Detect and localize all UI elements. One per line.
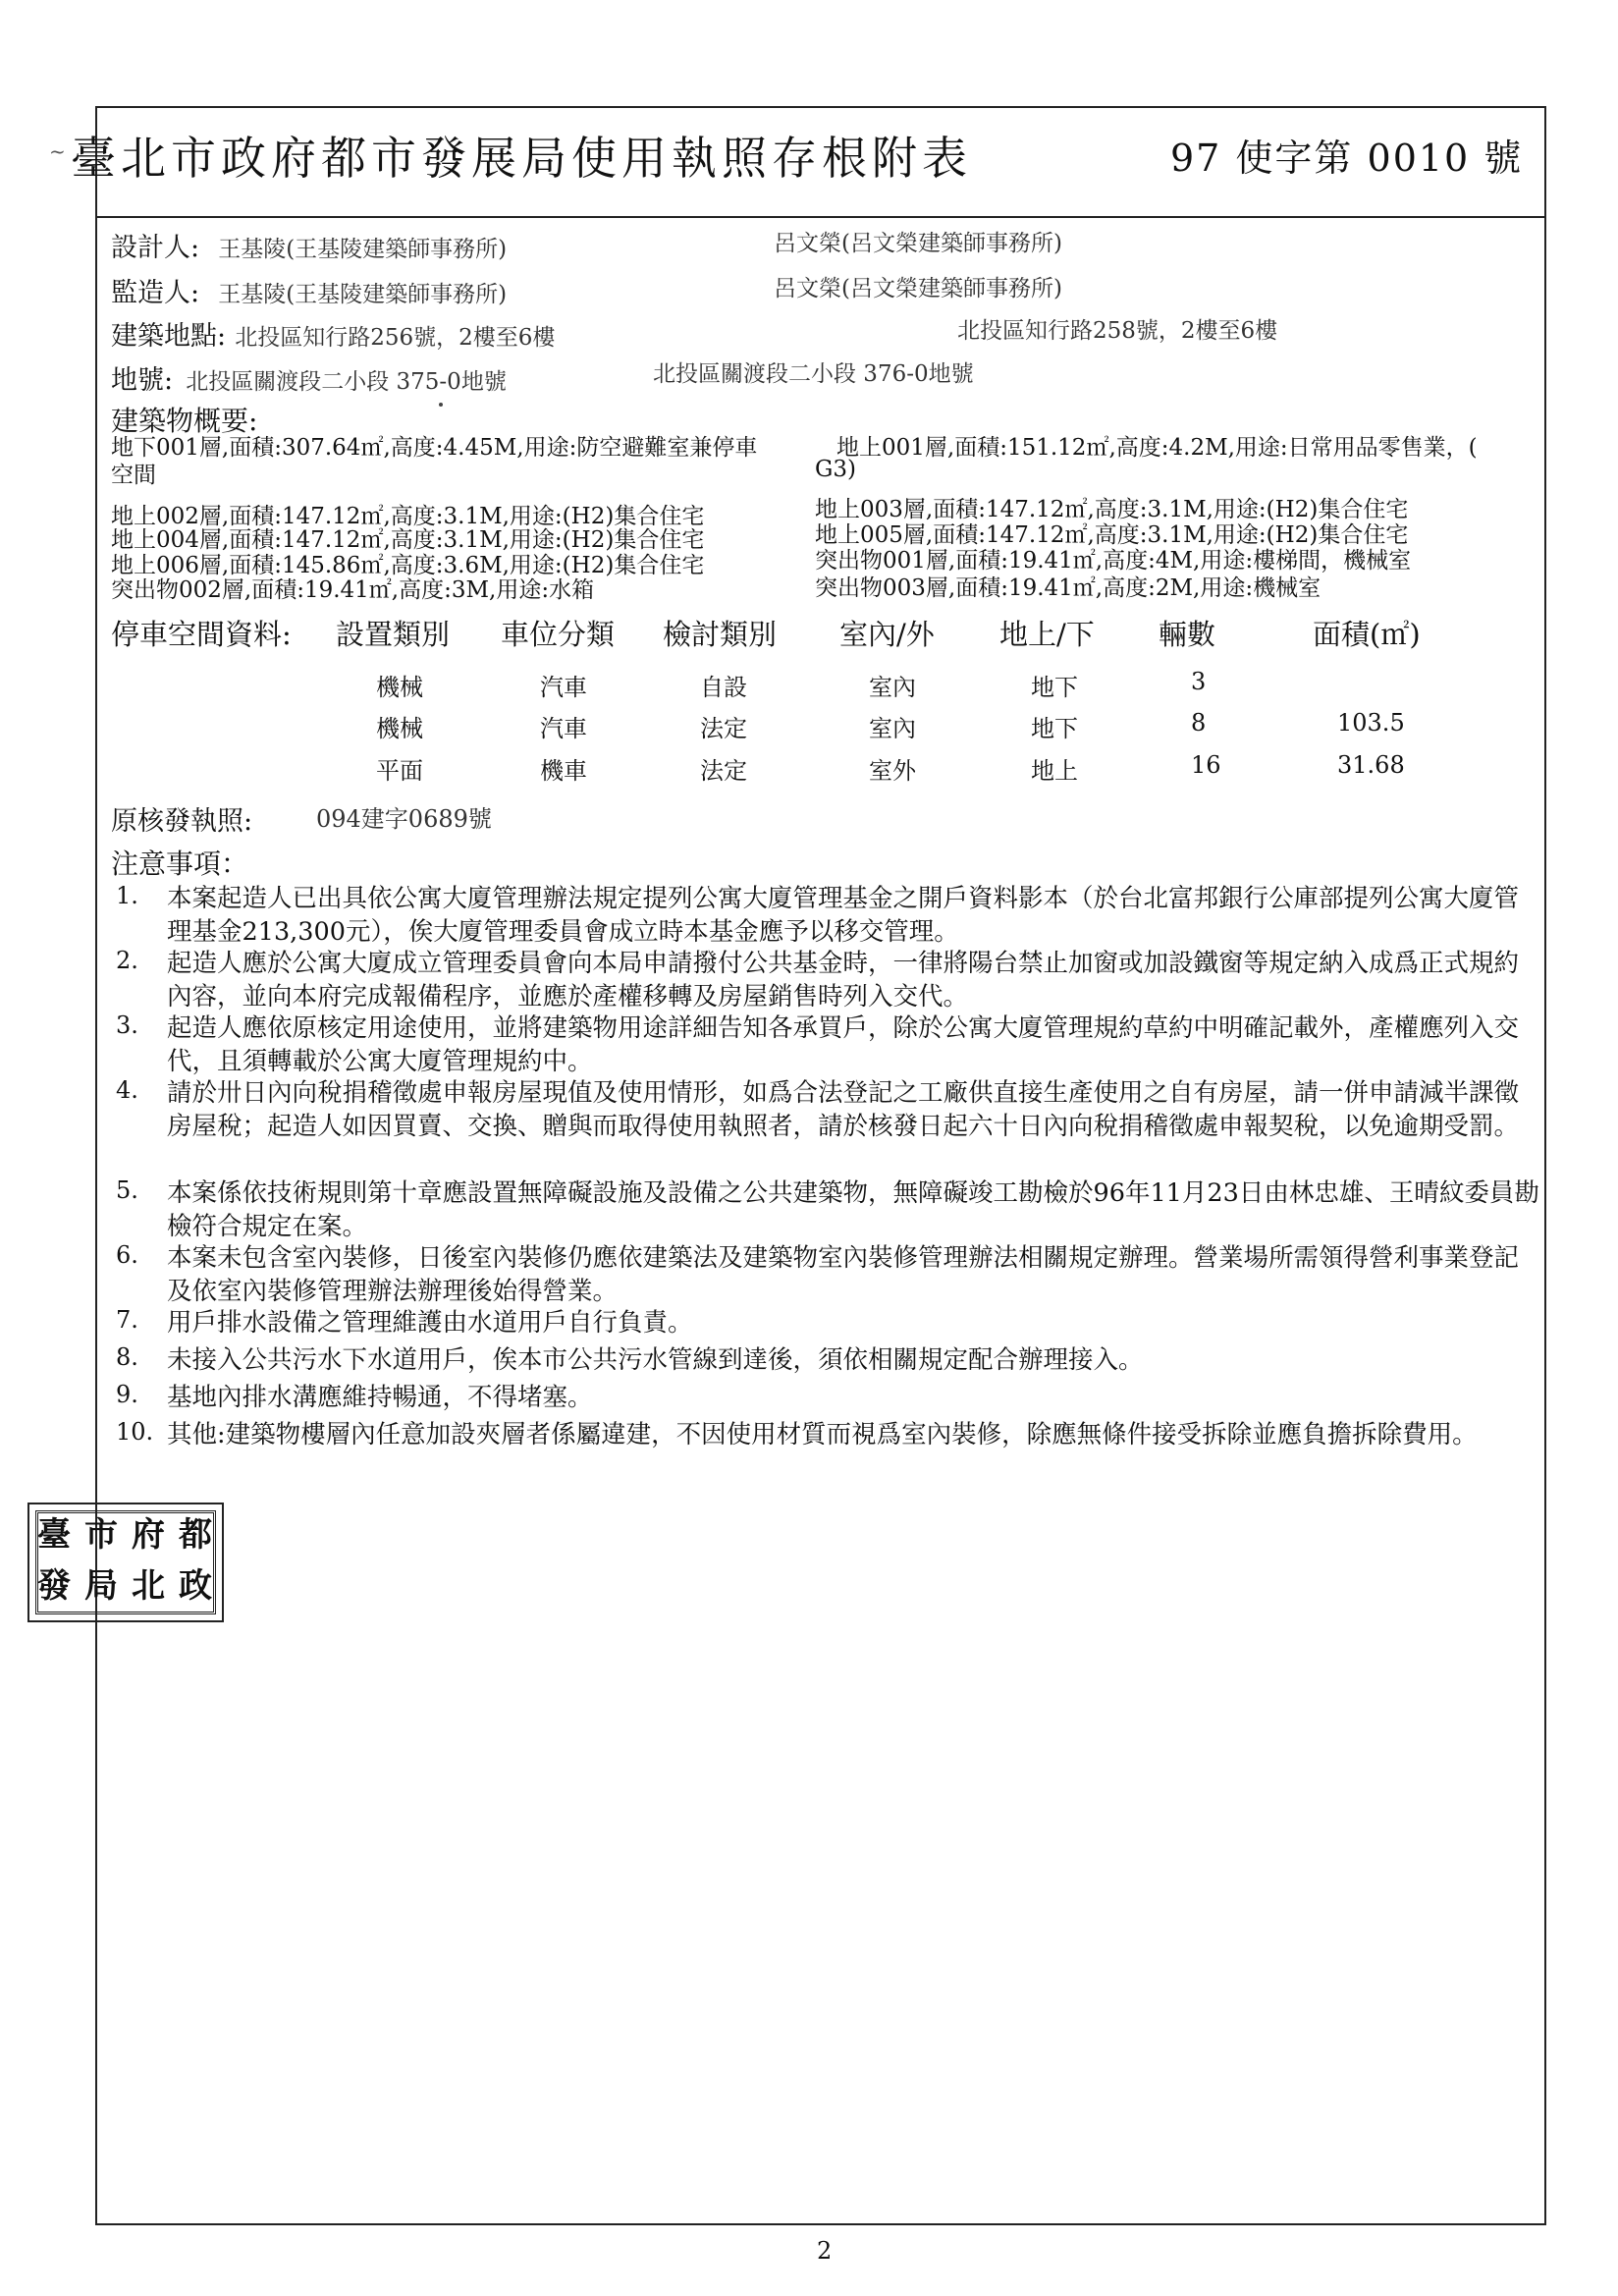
overview-label: 建築物概要: (111, 405, 258, 437)
overview-line: 地上003層,面積:147.12㎡,高度:3.1M,用途:(H2)集合住宅 (815, 497, 1409, 522)
note-text: 未接入公共污水下水道用戶，俟本市公共污水管線到達後，須依相關規定配合辦理接入。 (167, 1345, 1144, 1375)
site-value-2: 北投區知行路258號，2樓至6樓 (957, 318, 1278, 344)
parking-cell: 汽車 (540, 674, 587, 701)
parking-header: 室內/外 (839, 618, 935, 651)
original-permit-label: 原核發執照: (111, 806, 253, 837)
parking-cell: 地下 (1031, 715, 1078, 742)
supervisor-value-2: 呂文榮(呂文榮建築師事務所) (774, 276, 1062, 301)
original-permit-value: 094建字0689號 (316, 805, 492, 833)
parking-cell: 16 (1191, 751, 1221, 779)
designer-value-1: 王基陵(王基陵建築師事務所) (218, 237, 508, 262)
lot-value-2: 北投區關渡段二小段 376-0地號 (653, 361, 974, 387)
note-text: 用戶排水設備之管理維護由水道用戶自行負責。 (167, 1308, 693, 1338)
seal-char: 府 (132, 1515, 165, 1555)
parking-cell: 汽車 (540, 715, 587, 742)
parking-cell: 地上 (1031, 757, 1078, 785)
site-value-1: 北投區知行路256號，2樓至6樓 (235, 325, 556, 351)
note-number: 4. (116, 1076, 138, 1104)
overview-line: G3) (815, 457, 856, 482)
seal-char: 都 (179, 1515, 212, 1555)
parking-cell: 地下 (1031, 674, 1078, 701)
note-number: 1. (116, 882, 138, 909)
site-row (111, 314, 555, 353)
seal-char: 局 (84, 1566, 118, 1606)
note-text: 本案起造人已出具依公寓大廈管理辦法規定提列公寓大廈管理基金之開戶資料影本（於台北富邦銀行公庫部提列公寓大廈管理基金213,300元），俟大廈管理委員會成立時本基金應予以移交管理。 (167, 884, 1520, 947)
parking-cell: 法定 (700, 715, 747, 742)
overview-line: 突出物002層,面積:19.41㎡,高度:3M,用途:水箱 (111, 577, 595, 603)
note-number: 8. (116, 1343, 138, 1371)
note-text: 起造人應依原核定用途使用，並將建築物用途詳細告知各承買戶，除於公寓大廈管理規約草約中明確記載外，產權應列入交代，且須轉載於公寓大廈管理規約中。 (167, 1013, 1520, 1076)
page-number: 2 (817, 2237, 833, 2265)
note-number: 6. (116, 1241, 138, 1269)
parking-cell: 法定 (700, 757, 747, 785)
note-text: 請於卅日內向稅捐稽徵處申報房屋現值及使用情形，如爲合法登記之工廠供直接生產使用之自有房屋，請一併申請減半課徵房屋稅；起造人如因買賣、交換、贈與而取得使用執照者，請於核發日起六十日內向稅捐稽徵處申報契稅，以免逾期受罰。 (167, 1078, 1520, 1141)
seal-char: 市 (84, 1515, 118, 1555)
note-number: 2. (116, 947, 138, 974)
parking-header: 面積(㎡) (1313, 618, 1421, 651)
overview-line: 地下001層,面積:307.64㎡,高度:4.45M,用途:防空避難室兼停車 (111, 435, 758, 461)
overview-line: 空間 (111, 463, 156, 488)
note-text: 本案未包含室內裝修，日後室內裝修仍應依建築法及建築物室內裝修管理辦法相關規定辦理。營業場所需領得營利事業登記及依室內裝修管理辦法辦理後始得營業。 (167, 1243, 1520, 1306)
seal-char: 臺 (37, 1515, 71, 1555)
parking-cell: 103.5 (1337, 709, 1405, 737)
overview-line: 地上006層,面積:145.86㎡,高度:3.6M,用途:(H2)集合住宅 (111, 553, 705, 578)
overview-line: 地上002層,面積:147.12㎡,高度:3.1M,用途:(H2)集合住宅 (111, 504, 705, 529)
designer-value-2: 呂文榮(呂文榮建築師事務所) (774, 231, 1062, 256)
seal-char: 政 (179, 1566, 212, 1606)
parking-cell: 室外 (869, 757, 916, 785)
parking-cell: 室內 (869, 674, 916, 701)
overview-line: 地上004層,面積:147.12㎡,高度:3.1M,用途:(H2)集合住宅 (111, 527, 705, 553)
note-number: 9. (116, 1381, 138, 1408)
parking-cell: 31.68 (1337, 751, 1405, 779)
overview-line: 突出物003層,面積:19.41㎡,高度:2M,用途:機械室 (815, 575, 1321, 601)
parking-header: 設置類別 (336, 618, 451, 651)
document-frame (95, 106, 1546, 2225)
parking-header: 檢討類別 (663, 618, 778, 651)
note-number: 10. (116, 1418, 154, 1446)
parking-cell: 機械 (376, 715, 423, 742)
note-number: 3. (116, 1011, 138, 1039)
notes-label: 注意事項： (111, 847, 249, 880)
supervisor-row (111, 271, 507, 309)
overview-line: 突出物001層,面積:19.41㎡,高度:4M,用途:樓梯間，機械室 (815, 548, 1412, 574)
note-number: 5. (116, 1176, 138, 1204)
parking-cell: 機械 (376, 674, 423, 701)
supervisor-value-1: 王基陵(王基陵建築師事務所) (218, 282, 508, 307)
permit-number: 97 使字第 0010 號 (1170, 137, 1524, 180)
document-title: 臺北市政府都市發展局使用執照存根附表 (71, 132, 972, 185)
seal-char: 發 (37, 1566, 71, 1606)
scan-mark: ~ (49, 139, 66, 163)
scan-speck (439, 403, 443, 407)
parking-cell: 平面 (376, 757, 423, 785)
lot-label: 地號: (111, 365, 174, 396)
official-seal (27, 1503, 224, 1622)
designer-row (111, 226, 507, 264)
parking-header: 車位分類 (501, 618, 616, 651)
parking-cell: 8 (1191, 709, 1207, 737)
note-text: 本案係依技術規則第十章應設置無障礙設施及設備之公共建築物，無障礙竣工勘檢於96年11月23日由林忠雄、王晴紋委員勘檢符合規定在案。 (167, 1178, 1539, 1241)
overview-line: 地上005層,面積:147.12㎡,高度:3.1M,用途:(H2)集合住宅 (815, 522, 1409, 548)
designer-label: 設計人: (111, 233, 200, 263)
parking-cell: 3 (1191, 668, 1207, 695)
lot-row (111, 358, 507, 397)
note-text: 起造人應於公寓大廈成立管理委員會向本局申請撥付公共基金時，一律將陽台禁止加窗或加設鐵窗等規定納入成爲正式規約內容，並向本府完成報備程序，並應於產權移轉及房屋銷售時列入交代。 (167, 949, 1520, 1011)
seal-char: 北 (132, 1566, 165, 1606)
parking-header: 輛數 (1159, 618, 1216, 651)
supervisor-label: 監造人: (111, 278, 200, 308)
lot-value-1: 北投區關渡段二小段 375-0地號 (186, 369, 507, 395)
parking-cell: 機車 (540, 757, 587, 785)
parking-cell: 自設 (700, 674, 747, 701)
site-label: 建築地點: (111, 321, 227, 352)
parking-cell: 室內 (869, 715, 916, 742)
parking-label: 停車空間資料: (111, 618, 292, 651)
overview-line: 地上001層,面積:151.12㎡,高度:4.2M,用途:日常用品零售業，( (836, 435, 1478, 461)
note-text: 基地內排水溝應維持暢通，不得堵塞。 (167, 1383, 593, 1412)
parking-header: 地上/下 (999, 618, 1095, 651)
header-divider (97, 216, 1544, 218)
note-number: 7. (116, 1306, 138, 1334)
note-text: 其他:建築物樓層內任意加設夾層者係屬違建，不因使用材質而視爲室內裝修，除應無條件接受拆除並應負擔拆除費用。 (167, 1420, 1478, 1449)
